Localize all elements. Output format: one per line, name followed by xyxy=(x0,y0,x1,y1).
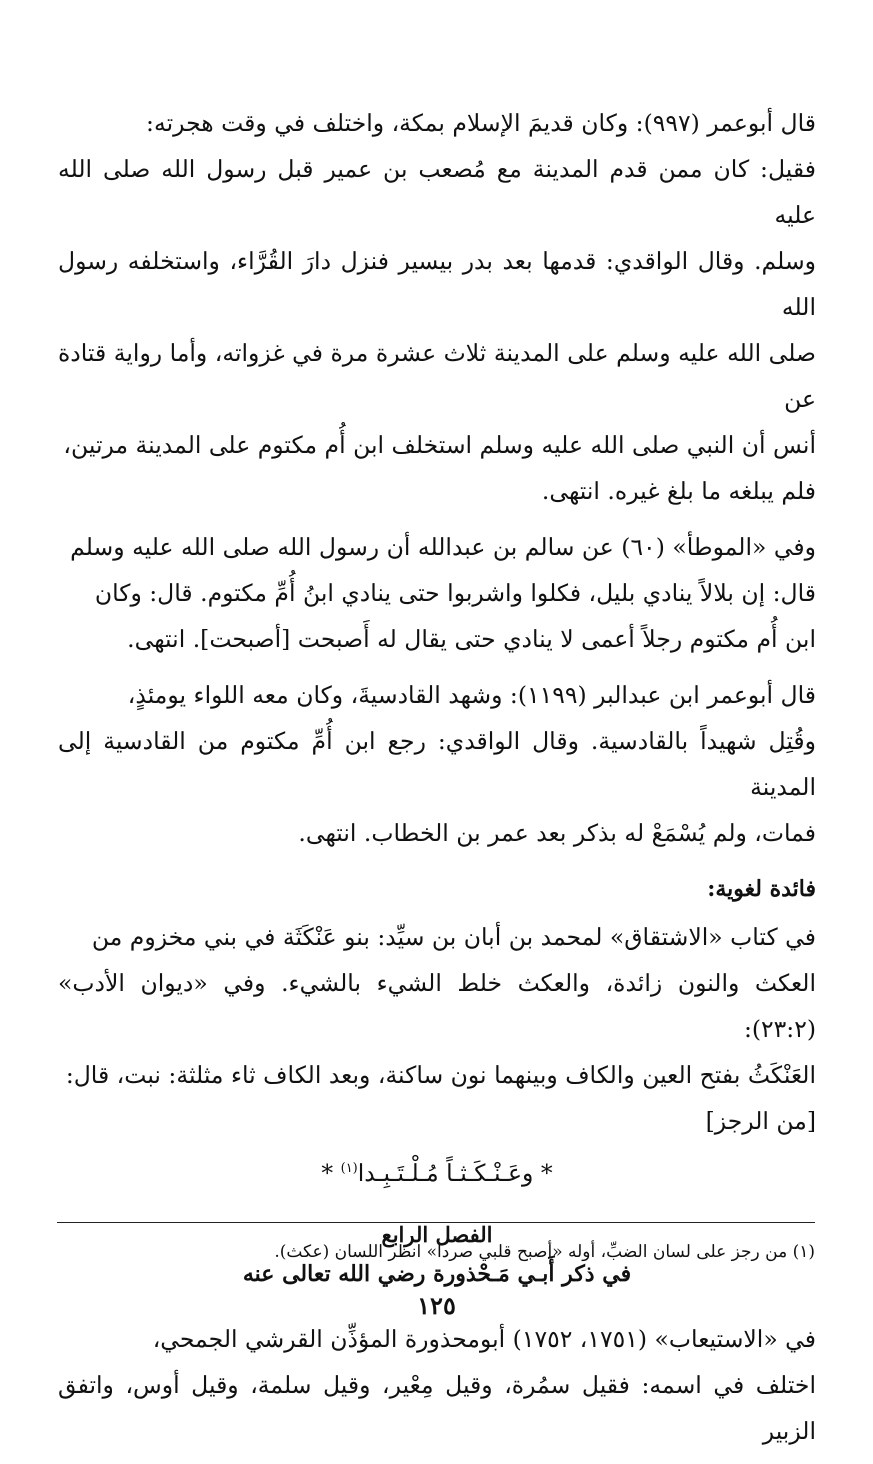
text-line: وفي «الموطأ» (٦٠) عن سالم بن عبدالله أن رسول الله صلى الله عليه وسلم xyxy=(70,533,816,561)
text-line: في «الاستيعاب» (١٧٥١، ١٧٥٢) أبومحذورة المؤذِّن القرشي الجمحي، xyxy=(152,1324,816,1353)
footnote: (١) من رجز على لسان الضبِّ، أوله «أصبح قلبي صردا» انظر اللسان (عكث). xyxy=(274,1242,815,1262)
text-line: العَنْكَثُ بفتح العين والكاف وبينهما نون ساكنة، وبعد الكاف ثاء مثلثة: نبت، قال: xyxy=(65,1061,816,1089)
section-heading: فائدة لغوية: xyxy=(707,876,816,902)
text-line: صلى الله عليه وسلم على المدينة ثلاث عشرة مرة في غزواته، وأما رواية قتادة عن xyxy=(58,339,816,413)
chapter-title: في ذكر أَبـي مَـحْذورة رضي الله تعالى عنه xyxy=(242,1260,632,1287)
text-line: ابن أُم مكتوم رجلاً أعمى لا ينادي حتى يقال له أَصبحت [أصبحت]. انتهى. xyxy=(127,625,816,653)
paragraph-4 xyxy=(58,914,816,1144)
text-line: العكث والنون زائدة، والعكث خلط الشيء بالشيء. وفي «ديوان الأدب» (٢٣:٢): xyxy=(58,969,816,1043)
text-line: [من الرجز] xyxy=(705,1107,816,1135)
text-line: قال أبوعمر ابن عبدالبر (١١٩٩): وشهد القادسيةَ، وكان معه اللواء يومئذٍ، xyxy=(127,681,816,709)
verse-text: * وعَـنْـكَـثـاً مُـلْـتَـبِـدا xyxy=(357,1158,553,1187)
paragraph-3 xyxy=(58,672,816,856)
text-line: قال: إن بلالاً ينادي بليل، فكلوا واشربوا حتى ينادي ابنُ أُمِّ مكتوم. قال: وكان xyxy=(94,579,816,607)
chapter-number: الفصل الرابع xyxy=(381,1221,493,1247)
text-line: وسلم. وقال الواقدي: قدمها بعد بدر بيسير فنزل دارَ القُرَّاء، واستخلفه رسول الله xyxy=(58,247,816,321)
verse-end: * xyxy=(321,1158,341,1187)
text-line: في كتاب «الاشتقاق» لمحمد بن أبان بن سيِّد: بنو عَنْكَثَة في بني مخزوم من xyxy=(91,923,816,951)
footnote-ref: (١) xyxy=(340,1161,358,1176)
paragraph-5 xyxy=(58,1316,816,1454)
text-line: فمات، ولم يُسْمَعْ له بذكر بعد عمر بن الخطاب. انتهى. xyxy=(298,819,816,847)
poetry-verse xyxy=(58,1146,816,1196)
text-line: أنس أن النبي صلى الله عليه وسلم استخلف ابن أُم مكتوم على المدينة مرتين، xyxy=(63,431,816,459)
footnote-divider xyxy=(57,1222,815,1223)
paragraph-2 xyxy=(58,524,816,662)
paragraph-1 xyxy=(58,100,816,514)
page-number: ١٢٥ xyxy=(417,1291,456,1320)
text-line: فقيل: كان ممن قدم المدينة مع مُصعب بن عمير قبل رسول الله صلى الله عليه xyxy=(58,155,816,229)
text-line: اختلف في اسمه: فقيل سمُرة، وقيل مِعْير، وقيل سلمة، وقيل أوس، واتفق الزبير xyxy=(58,1370,816,1445)
text-line: قال أبوعمر (٩٩٧): وكان قديمَ الإسلام بمكة، واختلف في وقت هجرته: xyxy=(146,109,816,137)
text-line: فلم يبلغه ما بلغ غيره. انتهى. xyxy=(541,477,816,505)
text-line: وقُتِل شهيداً بالقادسية. وقال الواقدي: رجع ابن أُمِّ مكتوم من القادسية إلى المدينة xyxy=(58,727,816,801)
